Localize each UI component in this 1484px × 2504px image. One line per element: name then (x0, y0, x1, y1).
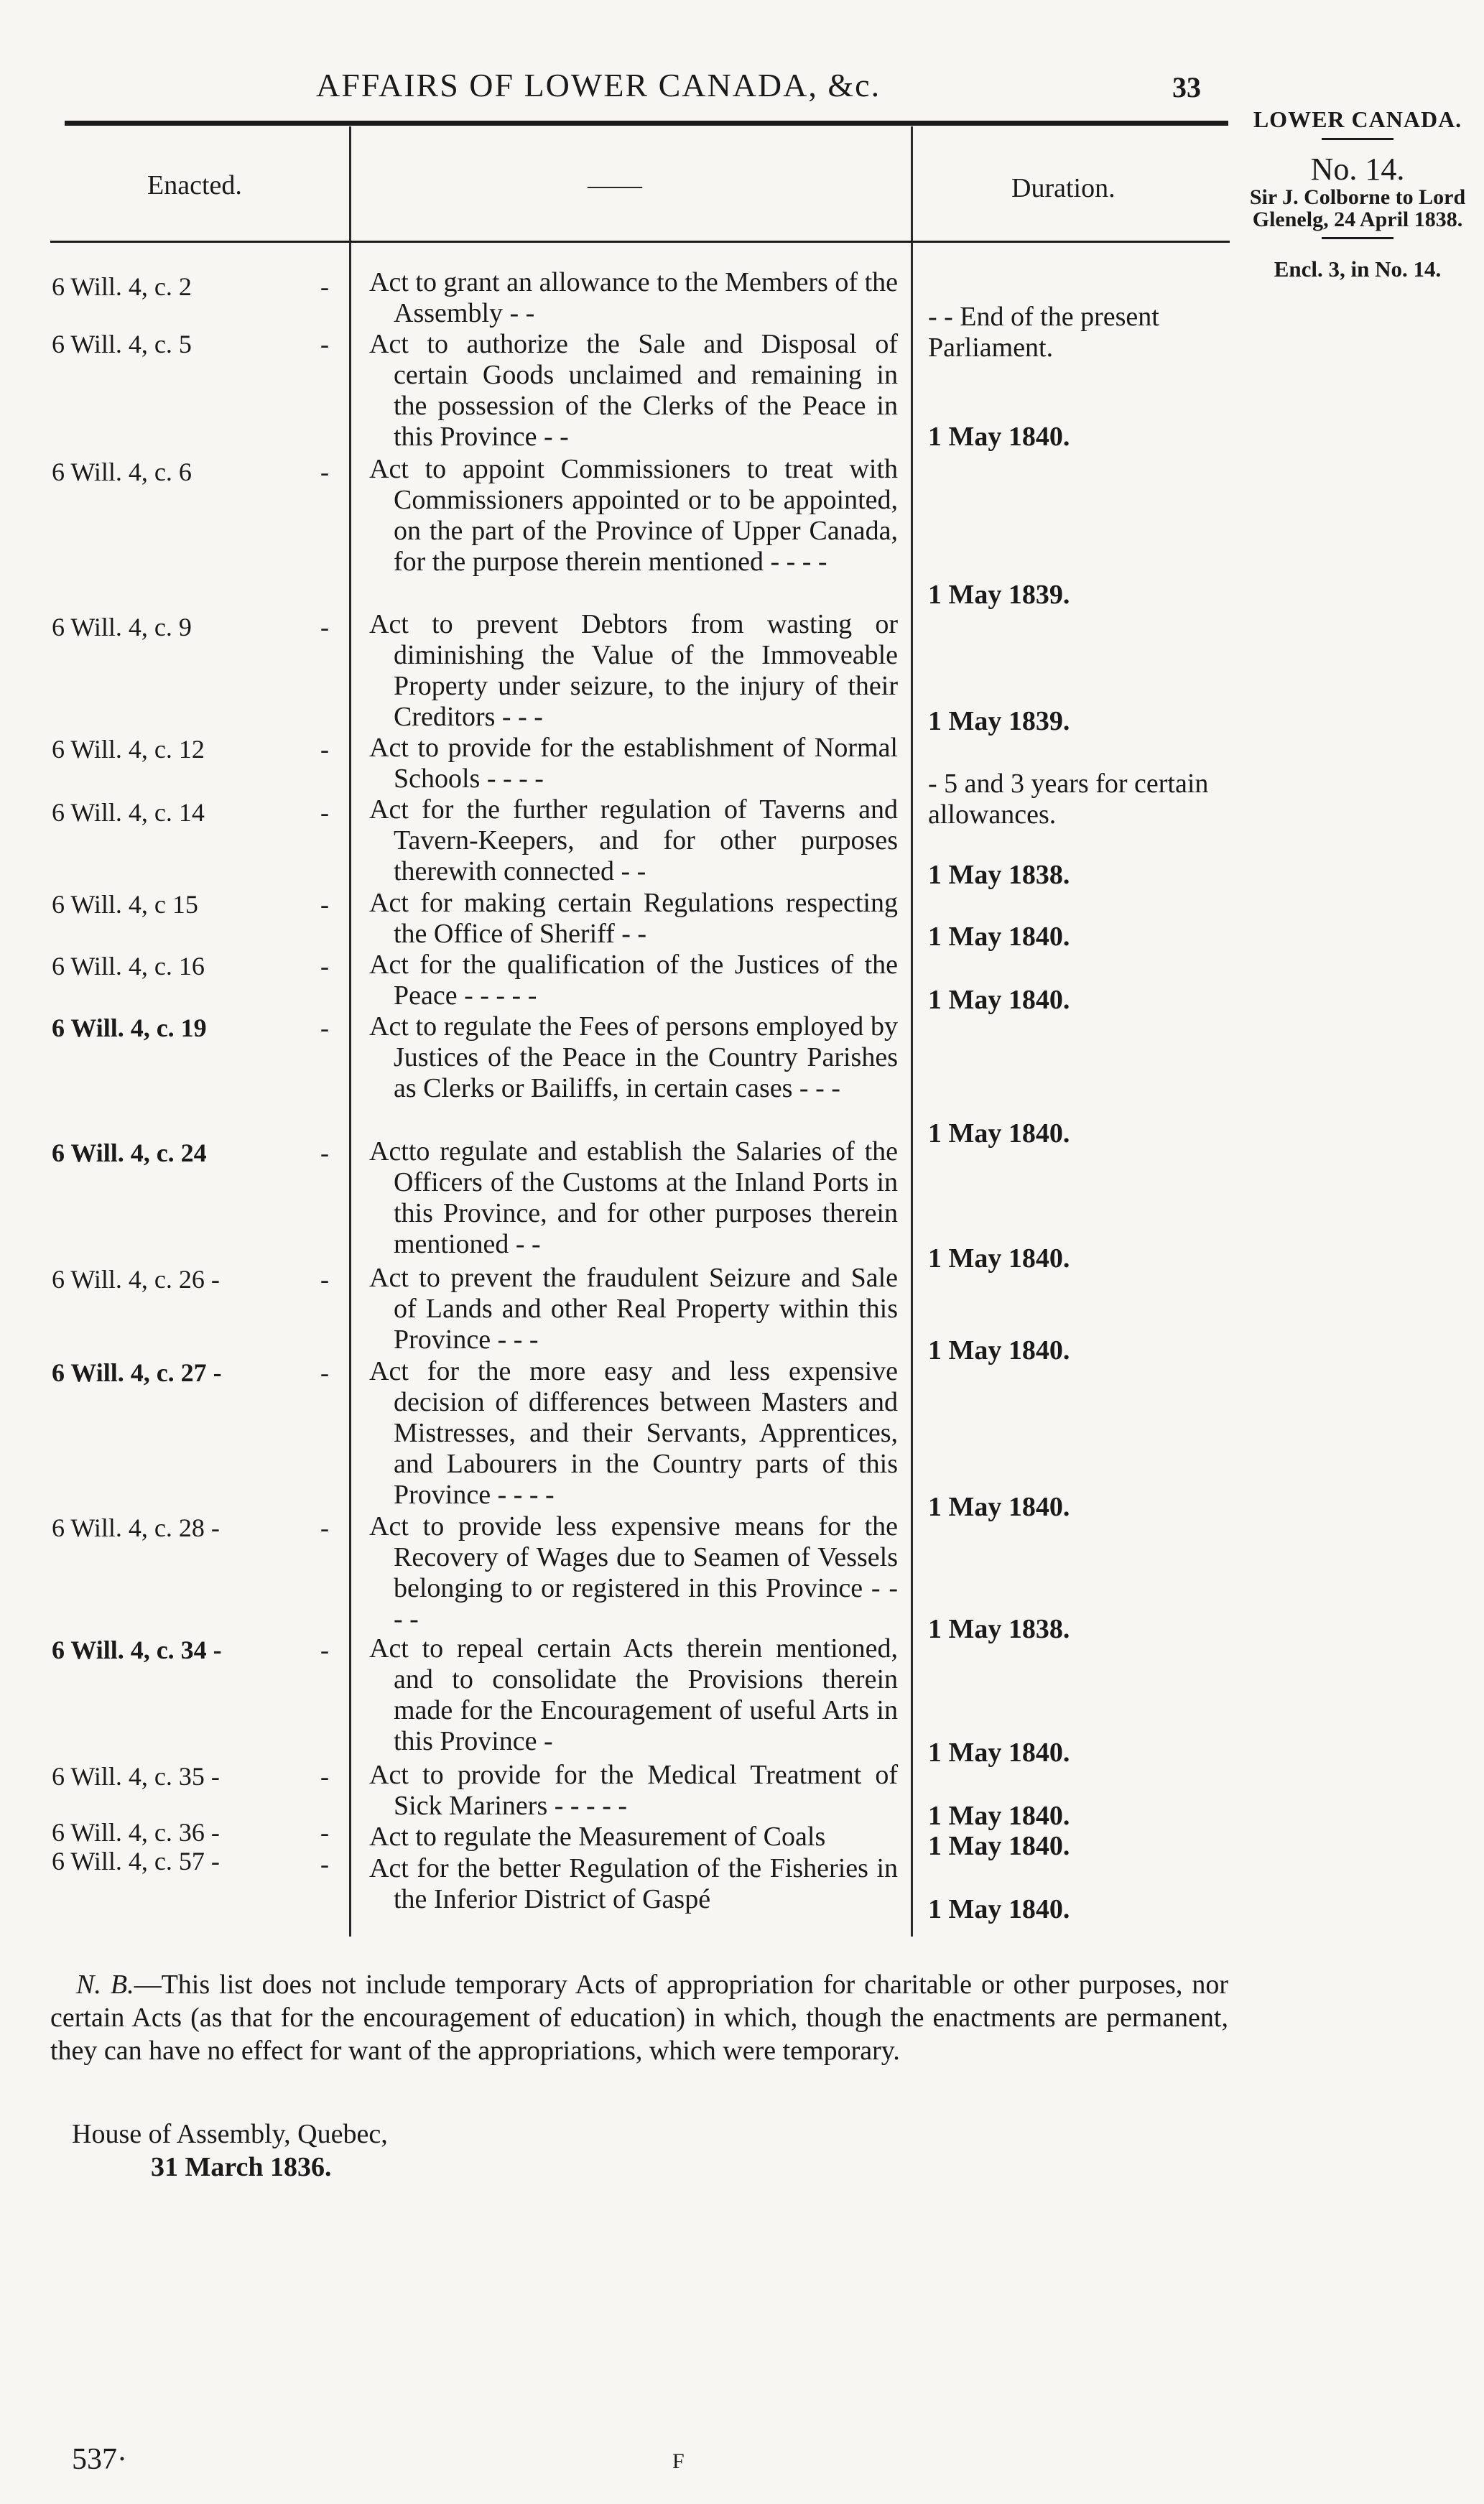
act-cell (369, 454, 898, 578)
act-cell (369, 1822, 898, 1853)
act-text: Act to prevent Debtors from wasting or diminishing the Value of the Immoveable Property under seizure, to the injury of their Creditors - - - (369, 609, 898, 732)
enacted-cell: 6 Will. 4, c. 36 - (52, 1818, 220, 1847)
column-header-enacted: Enacted. (147, 170, 242, 200)
act-text: Act to prevent the fraudulent Seizure and Sale of Lands and other Real Property within this Province - - - (369, 1263, 898, 1355)
footer-signature-mark: F (672, 2449, 685, 2473)
leader-dash: - (320, 1850, 329, 1878)
table-header-rule (50, 241, 1230, 243)
act-text: Act to provide for the Medical Treatment of Sick Mariners - - - - - (369, 1760, 898, 1821)
act-cell (369, 1853, 898, 1915)
duration-cell: 1 May 1840. (928, 1738, 1070, 1768)
header-rule (65, 121, 1228, 126)
act-text: Act to provide for the establishment of Normal Schools - - - - (369, 733, 898, 794)
page-number: 33 (1172, 71, 1201, 103)
enacted-cell: 6 Will. 4, c. 57 - (52, 1847, 220, 1875)
enacted-cell: 6 Will. 4, c 15 (52, 890, 198, 919)
act-text: Act to grant an allowance to the Members of the Assembly - - (369, 267, 898, 328)
column-header-middle: —— (588, 170, 642, 200)
column-divider-right (911, 126, 913, 1937)
leader-dash: - (320, 330, 329, 358)
act-cell (369, 950, 898, 1011)
act-cell (369, 1136, 898, 1260)
leader-dash: - (320, 1014, 329, 1042)
act-text: Act for the further regulation of Taverns and Tavern-Keepers, and for other purposes therewith connected - - (369, 794, 898, 886)
act-text: Act for the better Regulation of the Fisheries in the Inferior District of Gaspé (369, 1853, 898, 1914)
act-cell (369, 329, 898, 453)
leader-dash: - (320, 1762, 329, 1791)
margin-divider (1322, 138, 1393, 140)
nota-bene (50, 1968, 1228, 2067)
act-text: Act for the qualification of the Justices of the Peace - - - - - (369, 950, 898, 1011)
duration-cell (928, 769, 1230, 830)
enacted-cell: 6 Will. 4, c. 2 (52, 272, 192, 301)
footer-sheet-number: 537· (72, 2443, 127, 2476)
enacted-cell: 6 Will. 4, c. 12 (52, 735, 205, 764)
leader-dash: - (320, 613, 329, 641)
act-cell (369, 1760, 898, 1822)
duration-cell: 1 May 1838. (928, 860, 1070, 890)
act-text: Act to authorize the Sale and Disposal of certain Goods unclaimed and remaining in the possession of the Clerks of the Peace in this Province - - (369, 329, 898, 452)
act-cell (369, 1263, 898, 1355)
act-cell (369, 1511, 898, 1635)
enacted-cell: 6 Will. 4, c. 24 (52, 1139, 207, 1167)
duration-cell: 1 May 1840. (928, 1801, 1070, 1831)
act-text: Act to provide less expensive means for the Recovery of Wages due to Seamen of Vessels belonging to or registered in this Province - - - - (369, 1511, 898, 1634)
duration-cell: 1 May 1840. (928, 985, 1070, 1015)
act-text: Act to regulate the Fees of persons employed by Justices of the Peace in the Country Parishes as Clerks or Bailiffs, in certain cases - - - (369, 1011, 898, 1103)
margin-enclosure: Encl. 3, in No. 14. (1274, 256, 1442, 282)
enacted-cell: 6 Will. 4, c. 35 - (52, 1762, 220, 1791)
act-text: Act to repeal certain Acts therein mentioned, and to consolidate the Provisions therein made for the Encouragement of useful Arts in this Province - (369, 1633, 898, 1756)
signature-date: 31 March 1836. (151, 2152, 332, 2182)
duration-cell: 1 May 1838. (928, 1614, 1070, 1644)
duration-cell: 1 May 1840. (928, 1831, 1070, 1861)
duration-text: - 5 and 3 years for certain allowances. (928, 769, 1209, 830)
leader-dash: - (320, 1358, 329, 1387)
enacted-cell: 6 Will. 4, c. 14 (52, 798, 205, 827)
leader-dash: - (320, 1139, 329, 1167)
nota-bene-lead: N. B. (76, 1970, 134, 2000)
duration-cell: 1 May 1840. (928, 1243, 1070, 1274)
duration-cell (928, 302, 1230, 363)
margin-divider (1322, 237, 1393, 239)
duration-cell: 1 May 1840. (928, 1335, 1070, 1365)
act-cell (369, 733, 898, 794)
act-text: Act for making certain Regulations respecting the Office of Sheriff - - (369, 888, 898, 949)
act-cell (369, 888, 898, 950)
signature-place: House of Assembly, Quebec, (72, 2119, 388, 2149)
leader-dash: - (320, 890, 329, 919)
act-text: Act to regulate the Measurement of Coals (369, 1822, 826, 1852)
enacted-cell: 6 Will. 4, c. 16 (52, 952, 205, 980)
column-divider-left (349, 126, 351, 1937)
act-cell (369, 609, 898, 733)
margin-correspondence: Sir J. Colborne to Lord Glenelg, 24 April 1838. (1249, 185, 1466, 232)
enacted-cell: 6 Will. 4, c. 34 - (52, 1636, 222, 1664)
leader-dash: - (320, 458, 329, 486)
duration-cell: 1 May 1840. (928, 1118, 1070, 1149)
margin-note (1243, 108, 1473, 281)
enacted-cell: 6 Will. 4, c. 26 - (52, 1265, 220, 1294)
duration-cell: 1 May 1840. (928, 922, 1070, 952)
leader-dash: - (320, 798, 329, 827)
act-text: Actto regulate and establish the Salaries of the Officers of the Customs at the Inland Ports in this Province, and for other purposes therein mentioned - - (369, 1136, 898, 1259)
act-cell (369, 1633, 898, 1757)
leader-dash: - (320, 952, 329, 980)
enacted-cell: 6 Will. 4, c. 5 (52, 330, 192, 358)
duration-cell: 1 May 1839. (928, 706, 1070, 736)
enacted-cell: 6 Will. 4, c. 9 (52, 613, 192, 641)
enacted-cell: 6 Will. 4, c. 19 (52, 1014, 207, 1042)
duration-cell: 1 May 1840. (928, 1894, 1070, 1924)
leader-dash: - (320, 1513, 329, 1542)
duration-cell: 1 May 1840. (928, 1492, 1070, 1522)
leader-dash: - (320, 272, 329, 301)
act-text: Act to appoint Commissioners to treat with Commissioners appointed or to be appointed, on the part of the Province of Upper Canada, for the purpose therein mentioned - - - - (369, 454, 898, 577)
leader-dash: - (320, 1265, 329, 1294)
nota-bene-text: —This list does not include temporary Acts of appropriation for charitable or other purposes, nor certain Acts (as that for the encouragement of education) in which, though the enactments are permanent, they can have no effect for want of the appropriations, which were temporary. (50, 1970, 1228, 2066)
leader-dash: - (320, 1818, 329, 1847)
margin-number: No. 14. (1310, 151, 1405, 187)
leader-dash: - (320, 735, 329, 764)
act-cell (369, 267, 898, 329)
enacted-cell: 6 Will. 4, c. 27 - (52, 1358, 222, 1387)
margin-region: LOWER CANADA. (1253, 106, 1462, 132)
signature-block (72, 2118, 388, 2184)
act-cell (369, 1011, 898, 1104)
act-cell (369, 1356, 898, 1511)
leader-dash: - (320, 1636, 329, 1664)
enacted-cell: 6 Will. 4, c. 6 (52, 458, 192, 486)
duration-cell: 1 May 1839. (928, 580, 1070, 610)
duration-cell: 1 May 1840. (928, 422, 1070, 452)
enacted-cell: 6 Will. 4, c. 28 - (52, 1513, 220, 1542)
act-text: Act for the more easy and less expensive decision of differences between Masters and Mistresses, and their Servants, Apprentices, and Labourers in the Country parts of this Province - - - - (369, 1356, 898, 1510)
column-header-duration: Duration. (1011, 173, 1116, 203)
page-title: AFFAIRS OF LOWER CANADA, &c. (316, 67, 881, 103)
duration-text: - - End of the present Parliament. (928, 302, 1159, 363)
act-cell (369, 794, 898, 887)
